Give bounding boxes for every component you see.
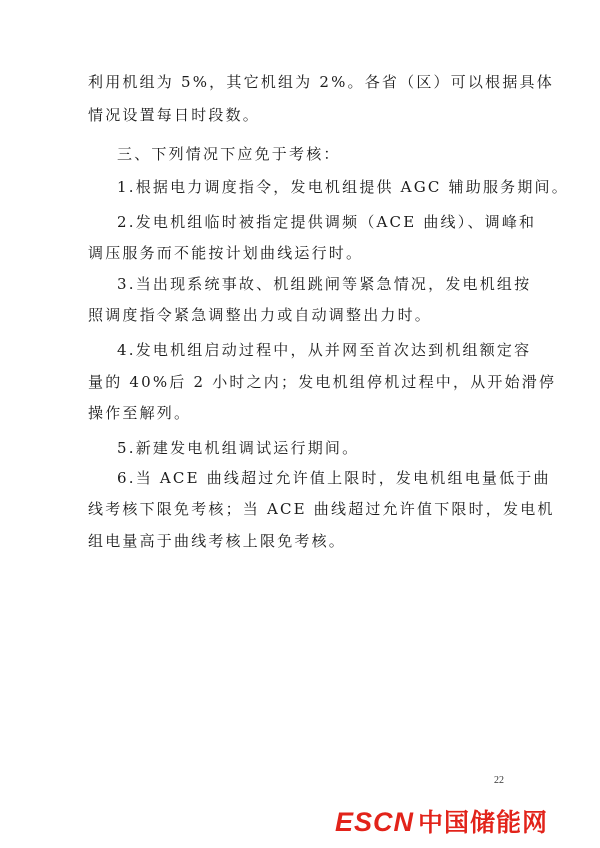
text-line: 线考核下限免考核；当 ACE 曲线超过允许值下限时，发电机 [88,500,555,518]
text-line: 操作至解列。 [88,404,192,422]
list-item-1: 1.根据电力调度指令，发电机组提供 AGC 辅助服务期间。 [117,178,569,196]
text-line: 利用机组为 5%，其它机组为 2%。各省（区）可以根据具体 [88,73,554,91]
text-line: 情况设置每日时段数。 [88,106,261,124]
page-number: 22 [494,775,504,786]
list-item-5: 5.新建发电机组调试运行期间。 [117,439,360,457]
escn-watermark-logo [335,803,548,839]
section-heading: 三、下列情况下应免于考核： [117,145,341,163]
text-line: 照调度指令紧急调整出力或自动调整出力时。 [88,306,433,324]
list-item-6: 6.当 ACE 曲线超过允许值上限时，发电机组电量低于曲 [117,469,551,487]
list-item-2: 2.发电机组临时被指定提供调频（ACE 曲线）、调峰和 [117,213,537,231]
list-item-3: 3.当出现系统事故、机组跳闸等紧急情况，发电机组按 [117,275,532,293]
text-line: 量的 40%后 2 小时之内；发电机组停机过程中，从开始滑停 [88,373,557,391]
text-line: 调压服务而不能按计划曲线运行时。 [88,244,364,262]
watermark-cn-name: 中国储能网 [417,809,548,837]
text-line: 组电量高于曲线考核上限免考核。 [88,532,347,550]
watermark-brand: ESCN [334,807,414,837]
list-item-4: 4.发电机组启动过程中，从并网至首次达到机组额定容 [117,341,532,359]
